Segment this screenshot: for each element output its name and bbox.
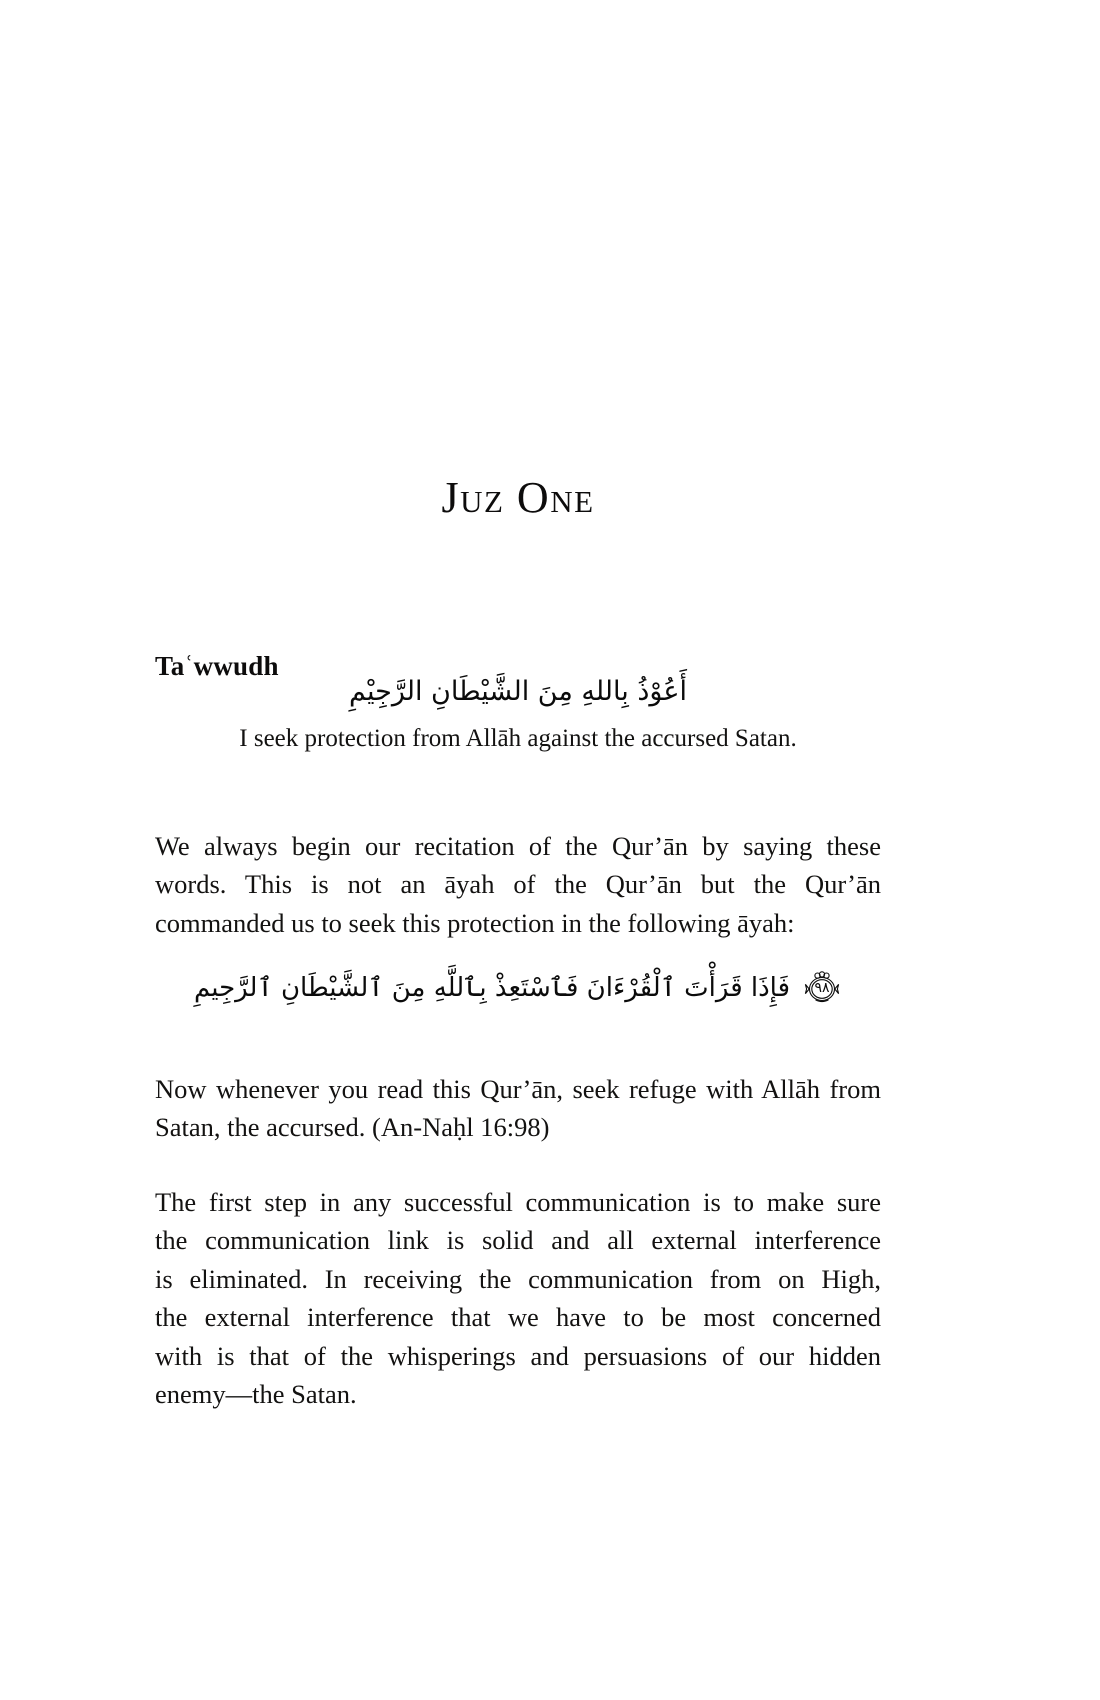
paragraph-line: words. This is not an āyah of the Qur’ān but the Qur’ān: [155, 869, 881, 899]
verse-marker-icon: [802, 968, 842, 1008]
paragraph-line: the communication link is solid and all external interference: [155, 1225, 881, 1255]
page-content-column: [155, 0, 881, 1700]
paragraph-intro: [155, 827, 881, 943]
paragraph-line: is eliminated. In receiving the communication from on High,: [155, 1263, 881, 1294]
paragraph-communication: [155, 1183, 881, 1414]
taawwudh-translation: I seek protection from Allāh against the accursed Satan.: [239, 725, 797, 752]
quran-verse-block: [155, 968, 881, 1008]
paragraph-line: The first step in any successful communication is to make sure: [155, 1186, 881, 1217]
chapter-title: Juz One: [441, 473, 595, 523]
paragraph-line: with is that of the whisperings and persuasions of our hidden: [155, 1340, 881, 1371]
paragraph-line: enemy—the Satan.: [155, 1379, 357, 1409]
verse-translation: [155, 1070, 881, 1147]
verse-translation-line: Satan, the accursed. (An-Naḥl 16:98): [155, 1112, 550, 1142]
taawwudh-arabic-text: أَعُوْذُ بِاللهِ مِنَ الشَّيْطَانِ الرَّجِيْمِ: [349, 676, 687, 707]
verse-marker-number: ٩٨: [814, 980, 830, 997]
verse-translation-line: Now whenever you read this Qur’ān, seek refuge with Allāh from: [155, 1073, 881, 1104]
paragraph-line: We always begin our recitation of the Qur’ān by saying these: [155, 830, 881, 861]
section-heading-taawwudh: Taʿwwudh: [155, 651, 279, 682]
paragraph-line: commanded us to seek this protection in the following āyah:: [155, 907, 795, 938]
quran-verse-arabic: فَإِذَا قَرَأْتَ ٱلْقُرْءَانَ فَٱسْتَعِذْ بِٱللَّهِ مِنَ ٱلشَّيْطَانِ ٱلرَّجِيمِ: [193, 973, 791, 1003]
paragraph-line: the external interference that we have to be most concerned: [155, 1302, 881, 1332]
